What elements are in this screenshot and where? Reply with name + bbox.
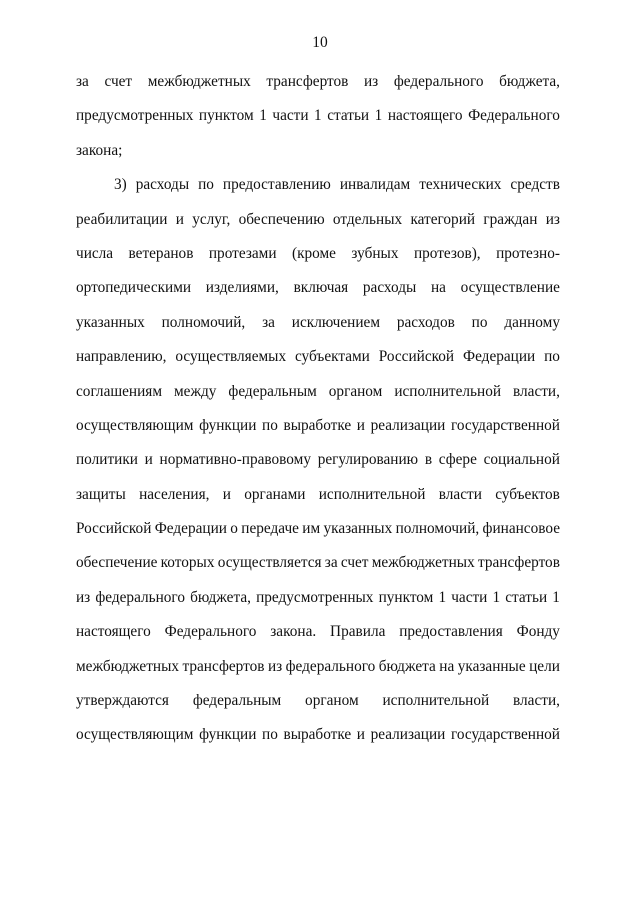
word: Федерации [462,348,536,366]
word: межбюджетных [371,554,475,572]
word: по [471,313,488,331]
word: трансфертов [182,657,265,675]
word: федерального [95,588,185,606]
word: им [302,520,321,538]
word: власти, [513,692,560,710]
word: 1 [374,107,383,125]
text-line [76,347,560,381]
word: и [144,451,153,469]
document-body [76,72,560,760]
word: (кроме [291,244,336,262]
word: субъектов [495,485,560,503]
word: настоящего [76,623,151,641]
text-line [76,175,560,209]
word: осуществляется [217,554,322,572]
word: органом [305,692,359,710]
word: федеральным [228,382,317,400]
word: технических [419,176,502,194]
word: исполнительной [318,485,426,503]
word: передаче [241,520,299,538]
word: трансфертов [477,554,560,572]
word: предоставлению [222,176,331,194]
word: из [76,588,91,606]
word: по [198,176,214,194]
page-number: 10 [312,34,328,51]
word: регулированию [317,451,419,469]
word: и [356,726,365,744]
word: Федерального [164,623,257,641]
word: выработке [283,416,352,434]
word: реабилитации [76,210,168,228]
word: протезами [208,244,277,262]
word: включая [293,279,349,297]
text-line [76,519,560,553]
word: за [324,554,338,572]
word: предусмотренных [256,588,374,606]
word: Российской [76,520,152,538]
word: направлению, [76,348,167,366]
word: Фонду [516,623,560,641]
word: которых [160,554,215,572]
word: изделиями, [205,279,279,297]
word: числа [76,244,114,262]
word: услуг, [192,210,231,228]
text-line [76,657,560,691]
text-line [76,382,560,416]
word: протезов), [413,244,481,262]
word: между [173,382,217,400]
word: счет [104,73,133,90]
word: 1 [314,107,322,125]
word: расходы [362,279,417,297]
word: социальной [483,451,560,469]
word: функции [199,726,257,744]
word: за [76,73,89,90]
text-line [76,553,560,587]
word: полномочий, [395,520,480,538]
word: ветеранов [128,244,194,262]
word: осуществляющим [76,726,194,744]
word: федерального [393,73,484,90]
word: и [356,416,365,434]
word: на [430,279,446,297]
word: статьи [505,588,548,606]
word: Российской [378,348,455,366]
word: пунктом [198,107,254,125]
word: из [545,210,560,228]
word: Федерации [154,520,227,538]
word: 1 [492,588,501,606]
word: ортопедическими [76,279,192,297]
word: федерального [285,657,376,675]
word: расходов [396,313,455,331]
word: исполнительной [394,382,502,400]
word: 1 [552,588,560,606]
word: нормативно-правовому [159,451,311,469]
word: настоящего [387,107,463,125]
text-line [76,691,560,725]
word: субъектами [294,348,370,366]
word: закона. [270,623,317,641]
word: средств [510,176,560,194]
word: федеральным [192,692,282,710]
word: осуществление [460,279,560,297]
word: данному [504,313,560,331]
text-line [76,106,560,140]
text-line [76,141,560,175]
word: полномочий, [161,313,246,331]
word: бюджета, [499,73,560,90]
word: 1 [438,588,447,606]
word: обеспечение [76,554,158,572]
word: статьи [327,107,370,125]
word: закона; [76,141,123,159]
word: указанные [457,657,526,675]
text-line [76,485,560,519]
word: трансфертов [266,73,349,90]
word: зубных [351,244,399,262]
word: бюджета, [190,588,251,606]
word: части [451,588,488,606]
word: из [267,657,283,675]
word: 1 [259,107,267,125]
word: по [262,726,278,744]
word: цели [529,657,560,675]
text-line [76,72,560,106]
word: категорий [410,210,476,228]
word: указанных [76,313,145,331]
word: обеспечению [238,210,325,228]
text-line [76,450,560,484]
word: Правила [330,623,386,641]
word: населения, [139,485,210,503]
word: финансовое [482,520,560,538]
word: и [222,485,231,503]
word: по [544,348,560,366]
text-line [76,725,560,759]
word: органом [328,382,383,400]
word: протезно- [496,244,560,262]
text-line [76,313,560,347]
word: пунктом [378,588,434,606]
word: реализации [370,416,446,434]
word: предусмотренных [76,107,194,125]
word: выработке [283,726,352,744]
word: счет [340,554,369,572]
word: политики [76,451,138,469]
word: органами [244,485,306,503]
word: 3) [114,176,127,194]
word: соглашениям [76,382,163,400]
word: государственной [450,726,560,744]
word: функции [199,416,257,434]
word: межбюджетных [76,657,180,675]
text-line [76,210,560,244]
word: и [175,210,184,228]
word: исполнительной [382,692,490,710]
word: граждан [483,210,538,228]
text-line [76,416,560,450]
word: на [439,657,455,675]
text-line [76,278,560,312]
word: за [262,313,275,331]
word: расходы [135,176,190,194]
word: отдельных [332,210,403,228]
word: бюджета [378,657,436,675]
word: Федерального [468,107,560,125]
word: утверждаются [76,692,169,710]
word: государственной [450,416,560,434]
word: указанных [323,520,393,538]
word: межбюджетных [147,73,251,90]
word: о [230,520,238,538]
word: из [364,73,379,90]
word: осуществляемых [175,348,287,366]
word: реализации [370,726,446,744]
word: в [424,451,433,469]
text-line [76,622,560,656]
word: инвалидам [339,176,411,194]
word: защиты [76,485,126,503]
word: части [272,107,309,125]
word: осуществляющим [76,416,194,434]
text-line [76,588,560,622]
word: власти [438,485,482,503]
word: предоставления [399,623,503,641]
word: сфере [438,451,477,469]
word: власти, [513,382,560,400]
text-line [76,244,560,278]
word: исключением [291,313,381,331]
word: по [262,416,278,434]
